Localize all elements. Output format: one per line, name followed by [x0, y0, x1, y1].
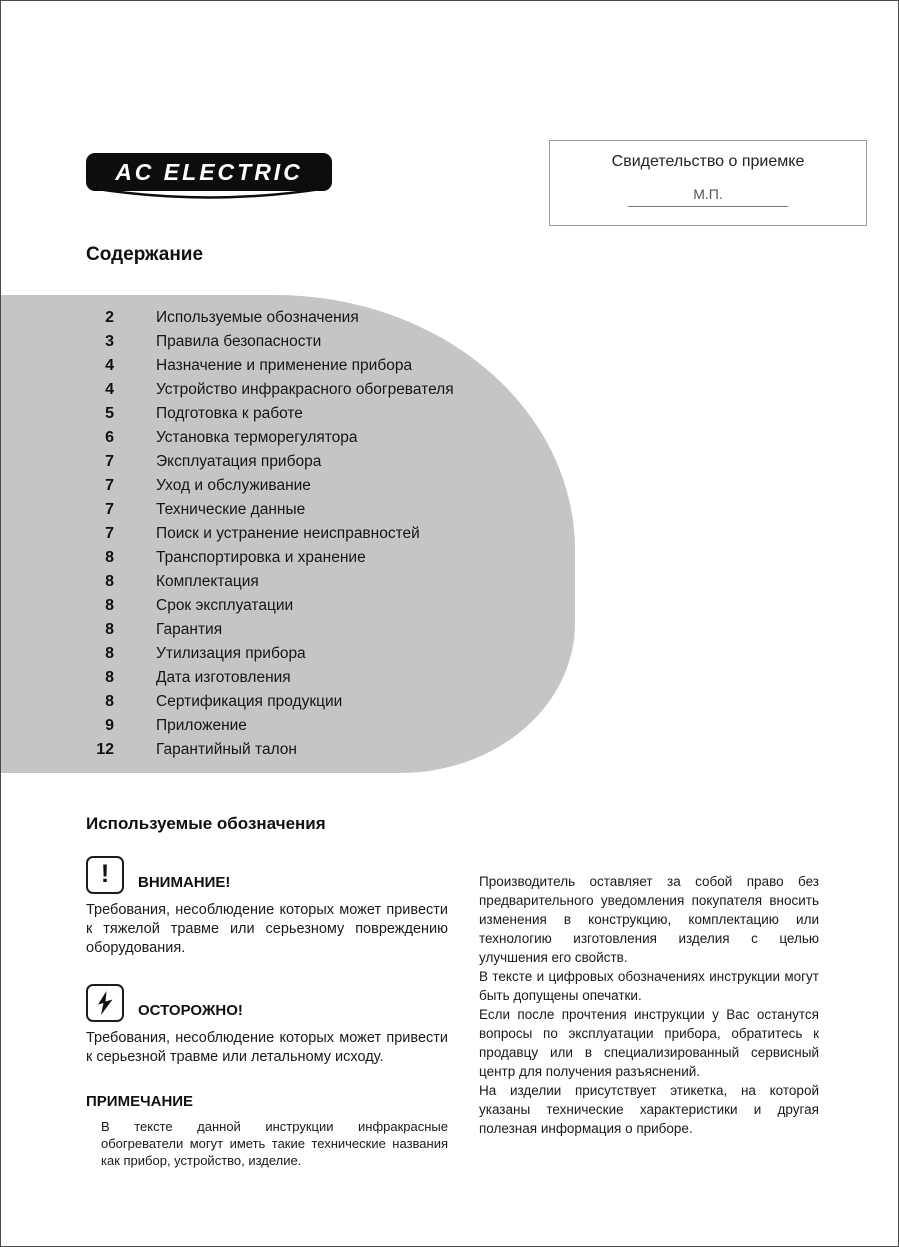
logo-plate: [86, 153, 332, 191]
toc-page-number: 8: [105, 621, 114, 638]
toc-item-title: Утилизация прибора: [156, 645, 306, 662]
logo-text: AC ELECTRIC: [115, 158, 303, 185]
toc-item-title: Установка терморегулятора: [156, 429, 358, 446]
toc-page-number: 12: [96, 741, 114, 758]
toc-page-number: 8: [105, 597, 114, 614]
toc-item-title: Транспортировка и хранение: [156, 549, 366, 566]
toc-item: [86, 306, 556, 330]
toc-item: [86, 546, 556, 570]
toc-item: [86, 426, 556, 450]
attention-text: Требования, несоблюдение которых может привести к тяжелой травме или серьезному повреждению оборудования.: [86, 902, 448, 956]
toc-page-number: 6: [105, 429, 114, 446]
caution-label: ОСТОРОЖНО!: [138, 1002, 243, 1019]
toc-item: [86, 354, 556, 378]
note-text: В тексте данной инструкции инфракрасные обогреватели могут иметь такие технические названия как прибор, устройство, изделие.: [101, 1119, 448, 1168]
toc-page-number: 7: [105, 525, 114, 542]
symbols-section-heading: Используемые обозначения: [86, 814, 326, 833]
toc-item: [86, 714, 556, 738]
toc-item-title: Правила безопасности: [156, 333, 322, 350]
toc-item: [86, 474, 556, 498]
info-paragraph: На изделии присутствует этикетка, на которой указаны технические характеристики и другая полезная информация о приборе.: [479, 1083, 819, 1136]
info-paragraph: Производитель оставляет за собой право без предварительного уведомления покупателя вносить изменения в конструкцию, комплектацию или технологию изготовления изделия с целью улучшения его свойств.: [479, 874, 819, 965]
toc-item-title: Гарантия: [156, 621, 223, 638]
attention-label: ВНИМАНИЕ!: [138, 874, 231, 891]
toc-item-title: Срок эксплуатации: [156, 597, 294, 614]
acceptance-title: Свидетельство о приемке: [611, 153, 805, 170]
toc-heading: Содержание: [86, 244, 204, 265]
toc-item: [86, 522, 556, 546]
toc-item: [86, 570, 556, 594]
toc-item: [86, 738, 556, 762]
symbols-left-column: [86, 856, 448, 1169]
toc-item: [86, 594, 556, 618]
toc-item: [86, 402, 556, 426]
toc-item-title: Эксплуатация прибора: [156, 453, 322, 470]
toc-item: [86, 330, 556, 354]
toc-item-title: Поиск и устранение неисправностей: [156, 525, 420, 542]
caution-block: [86, 984, 448, 1067]
toc-page-number: 7: [105, 477, 114, 494]
toc-page-number: 8: [105, 549, 114, 566]
ac-electric-logo: [86, 153, 332, 191]
toc-item-title: Используемые обозначения: [156, 309, 359, 326]
toc-item: [86, 378, 556, 402]
info-paragraph: Если после прочтения инструкции у Вас останутся вопросы по эксплуатации прибора, обратитесь к продавцу или в специализированный сервисный центр для получения разъяснений.: [479, 1007, 819, 1079]
manufacturer-info-column: [479, 872, 819, 1138]
toc-page-number: 5: [105, 405, 114, 422]
toc-page-number: 3: [105, 333, 114, 350]
toc-item-title: Назначение и применение прибора: [156, 357, 413, 374]
toc-page-number: 8: [105, 693, 114, 710]
toc-page-number: 7: [105, 453, 114, 470]
toc-page-number: 8: [105, 669, 114, 686]
toc-page-number: 4: [105, 357, 114, 374]
toc-item: [86, 450, 556, 474]
lightning-icon: [86, 984, 124, 1022]
stamp-placeholder: М.П.: [628, 186, 788, 207]
toc-item-title: Устройство инфракрасного обогревателя: [156, 381, 454, 398]
toc-item-title: Комплектация: [156, 573, 259, 590]
acceptance-certificate-box: [549, 140, 867, 226]
exclamation-glyph: !: [100, 859, 110, 888]
toc-item-title: Сертификация продукции: [156, 693, 343, 710]
toc-item-title: Дата изготовления: [156, 669, 291, 686]
toc-item: [86, 498, 556, 522]
toc-page-number: 8: [105, 645, 114, 662]
toc-page-number: 7: [105, 501, 114, 518]
toc-page-number: 4: [105, 381, 114, 398]
warning-exclamation-icon: [86, 856, 124, 894]
toc-item: [86, 642, 556, 666]
toc-item-title: Подготовка к работе: [156, 405, 303, 422]
toc-page-number: 9: [105, 717, 114, 734]
attention-block: [86, 856, 448, 958]
caution-text: Требования, несоблюдение которых может привести к серьезной травме или летальному исходу.: [86, 1030, 448, 1065]
info-paragraph: В тексте и цифровых обозначениях инструкции могут быть допущены опечатки.: [479, 969, 819, 1003]
logo-swoosh-icon: [86, 187, 332, 205]
toc-item-title: Технические данные: [156, 501, 306, 518]
toc-item: [86, 690, 556, 714]
toc-item-title: Приложение: [156, 717, 247, 734]
toc-page-number: 8: [105, 573, 114, 590]
toc-item-title: Гарантийный талон: [156, 741, 297, 758]
caution-header: [86, 984, 448, 1022]
toc-item: [86, 666, 556, 690]
note-heading: ПРИМЕЧАНИЕ: [86, 1093, 194, 1110]
attention-header: [86, 856, 448, 894]
table-of-contents: [86, 306, 556, 762]
toc-item: [86, 618, 556, 642]
toc-item-title: Уход и обслуживание: [156, 477, 311, 494]
toc-page-number: 2: [105, 309, 114, 326]
